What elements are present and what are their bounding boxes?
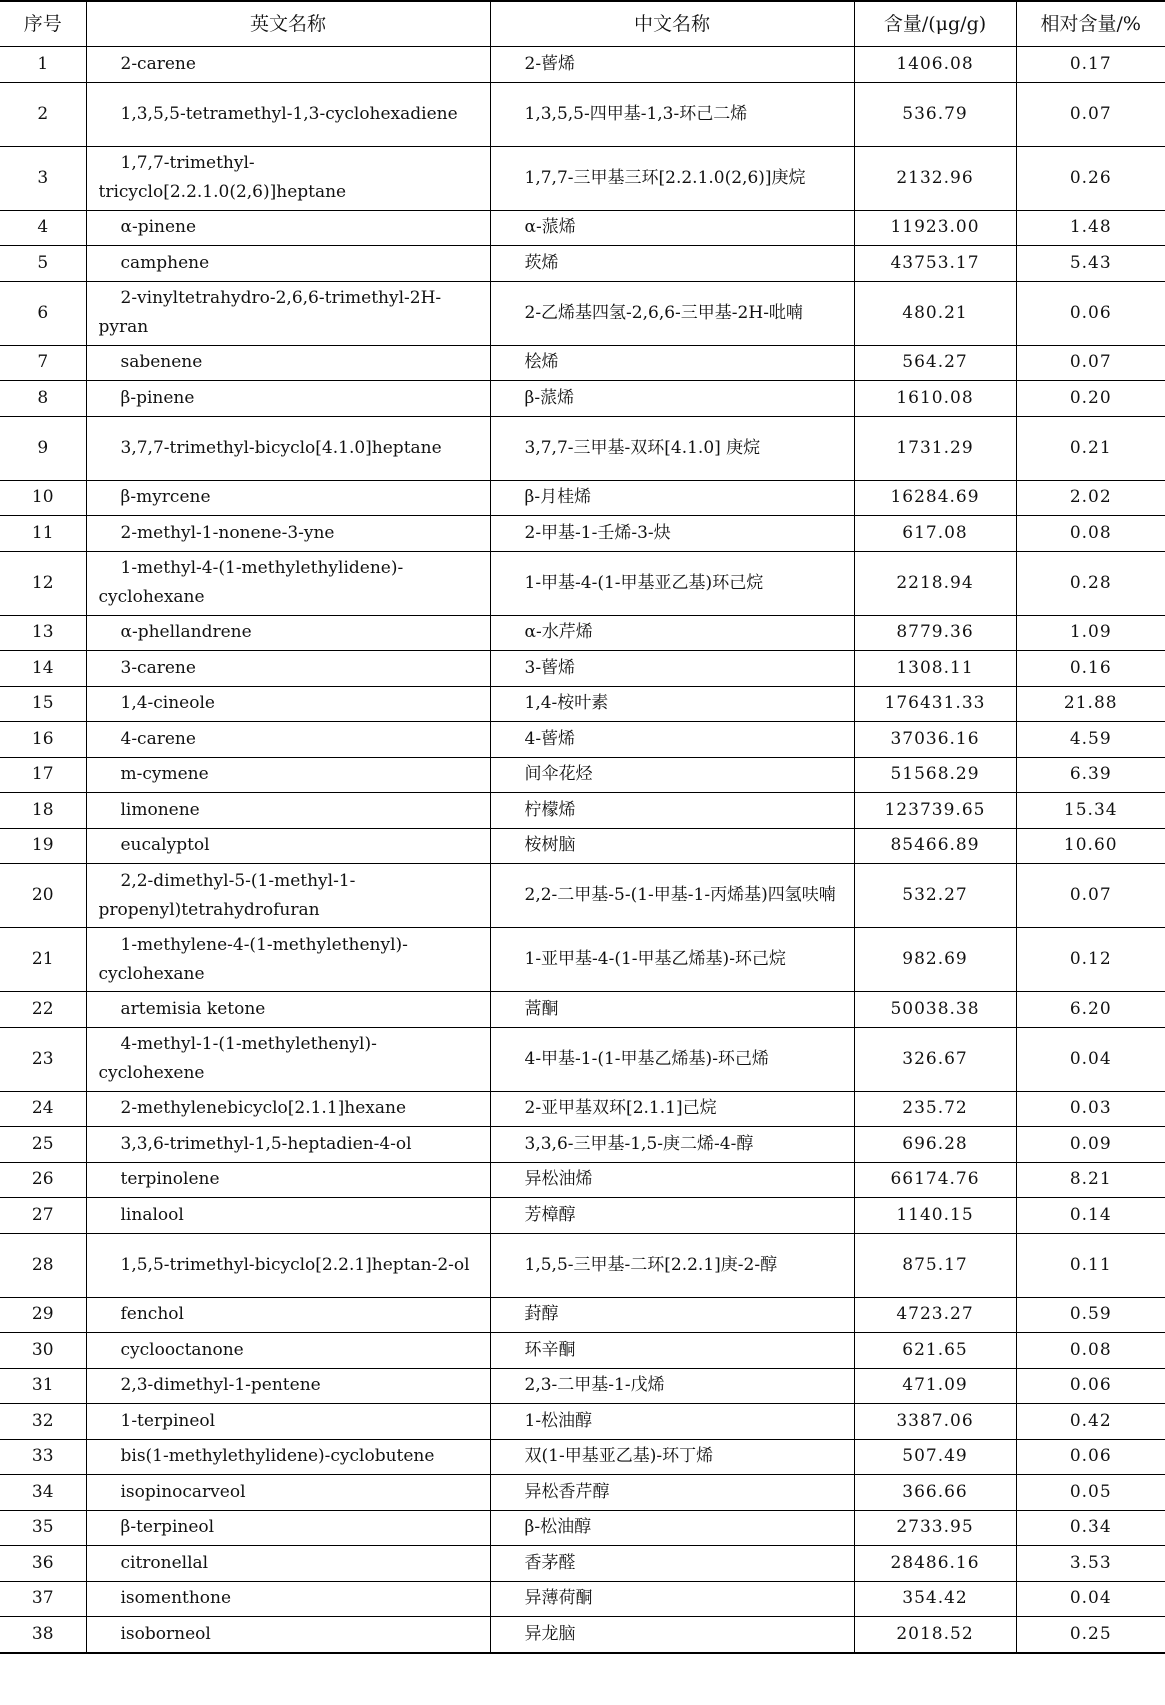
relative-content-cell: 0.07 xyxy=(1016,864,1165,928)
chinese-name-cell: 2-亚甲基双环[2.1.1]己烷 xyxy=(490,1091,854,1127)
chinese-name-cell: 1,7,7-三甲基三环[2.2.1.0(2,6)]庚烷 xyxy=(490,146,854,210)
content-cell: 564.27 xyxy=(854,345,1016,381)
row-index: 4 xyxy=(0,210,86,246)
chinese-name-cell: 桧烯 xyxy=(490,345,854,381)
chinese-name-cell: 柠檬烯 xyxy=(490,793,854,829)
english-name-cell: sabenene xyxy=(86,345,490,381)
relative-content-cell: 4.59 xyxy=(1016,722,1165,758)
chinese-name-cell: 2-蒈烯 xyxy=(490,47,854,83)
table-row xyxy=(0,828,1165,864)
table-row xyxy=(0,1127,1165,1163)
row-index: 11 xyxy=(0,516,86,552)
relative-content-cell: 0.08 xyxy=(1016,516,1165,552)
content-cell: 617.08 xyxy=(854,516,1016,552)
header-content: 含量/(μg/g) xyxy=(854,1,1016,47)
row-index: 38 xyxy=(0,1617,86,1653)
english-name-cell: isomenthone xyxy=(86,1581,490,1617)
content-cell: 1610.08 xyxy=(854,381,1016,417)
content-cell: 3387.06 xyxy=(854,1404,1016,1440)
content-cell: 51568.29 xyxy=(854,757,1016,793)
chinese-name-cell: 4-甲基-1-(1-甲基乙烯基)-环己烯 xyxy=(490,1027,854,1091)
table-row xyxy=(0,722,1165,758)
row-index: 17 xyxy=(0,757,86,793)
row-index: 30 xyxy=(0,1333,86,1369)
chinese-name-cell: 1,4-桉叶素 xyxy=(490,686,854,722)
relative-content-cell: 0.16 xyxy=(1016,651,1165,687)
english-name-cell: α-phellandrene xyxy=(86,615,490,651)
table-row xyxy=(0,480,1165,516)
english-name-cell: 1-methyl-4-(1-methylethylidene)-cyclohexane xyxy=(86,551,490,615)
table-row xyxy=(0,1027,1165,1091)
relative-content-cell: 1.09 xyxy=(1016,615,1165,651)
chinese-name-cell: 4-蒈烯 xyxy=(490,722,854,758)
table-row xyxy=(0,1439,1165,1475)
chinese-name-cell: 香茅醛 xyxy=(490,1546,854,1582)
english-name-cell: limonene xyxy=(86,793,490,829)
relative-content-cell: 0.04 xyxy=(1016,1027,1165,1091)
chinese-name-cell: 葑醇 xyxy=(490,1297,854,1333)
table-row xyxy=(0,1162,1165,1198)
english-name-cell: isopinocarveol xyxy=(86,1475,490,1511)
content-cell: 621.65 xyxy=(854,1333,1016,1369)
relative-content-cell: 6.20 xyxy=(1016,992,1165,1028)
content-cell: 480.21 xyxy=(854,281,1016,345)
content-cell: 2733.95 xyxy=(854,1510,1016,1546)
relative-content-cell: 21.88 xyxy=(1016,686,1165,722)
english-name-cell: citronellal xyxy=(86,1546,490,1582)
chinese-name-cell: 3,7,7-三甲基-双环[4.1.0] 庚烷 xyxy=(490,416,854,480)
header-row xyxy=(0,1,1165,47)
english-name-cell: artemisia ketone xyxy=(86,992,490,1028)
table-row xyxy=(0,1233,1165,1297)
english-name-cell: 1,4-cineole xyxy=(86,686,490,722)
row-index: 8 xyxy=(0,381,86,417)
table-row xyxy=(0,146,1165,210)
english-name-cell: eucalyptol xyxy=(86,828,490,864)
table-row xyxy=(0,1333,1165,1369)
relative-content-cell: 0.03 xyxy=(1016,1091,1165,1127)
relative-content-cell: 0.06 xyxy=(1016,1439,1165,1475)
row-index: 6 xyxy=(0,281,86,345)
table-body xyxy=(0,47,1165,1653)
content-cell: 4723.27 xyxy=(854,1297,1016,1333)
content-cell: 326.67 xyxy=(854,1027,1016,1091)
content-cell: 366.66 xyxy=(854,1475,1016,1511)
english-name-cell: β-terpineol xyxy=(86,1510,490,1546)
chinese-name-cell: 异龙脑 xyxy=(490,1617,854,1653)
row-index: 34 xyxy=(0,1475,86,1511)
table-row xyxy=(0,864,1165,928)
english-name-cell: 1-methylene-4-(1-methylethenyl)-cyclohexane xyxy=(86,928,490,992)
row-index: 1 xyxy=(0,47,86,83)
content-cell: 471.09 xyxy=(854,1368,1016,1404)
content-cell: 875.17 xyxy=(854,1233,1016,1297)
row-index: 7 xyxy=(0,345,86,381)
relative-content-cell: 0.25 xyxy=(1016,1617,1165,1653)
row-index: 3 xyxy=(0,146,86,210)
relative-content-cell: 0.06 xyxy=(1016,1368,1165,1404)
chinese-name-cell: 桉树脑 xyxy=(490,828,854,864)
english-name-cell: 3,3,6-trimethyl-1,5-heptadien-4-ol xyxy=(86,1127,490,1163)
english-name-cell: cyclooctanone xyxy=(86,1333,490,1369)
chinese-name-cell: β-松油醇 xyxy=(490,1510,854,1546)
row-index: 9 xyxy=(0,416,86,480)
table-row xyxy=(0,615,1165,651)
chinese-name-cell: β-月桂烯 xyxy=(490,480,854,516)
chinese-name-cell: 3-蒈烯 xyxy=(490,651,854,687)
content-cell: 43753.17 xyxy=(854,246,1016,282)
table-row xyxy=(0,1404,1165,1440)
relative-content-cell: 10.60 xyxy=(1016,828,1165,864)
chinese-name-cell: 2,3-二甲基-1-戊烯 xyxy=(490,1368,854,1404)
header-english-name: 英文名称 xyxy=(86,1,490,47)
english-name-cell: 1,7,7-trimethyl-tricyclo[2.2.1.0(2,6)]heptane xyxy=(86,146,490,210)
chinese-name-cell: 2-甲基-1-壬烯-3-炔 xyxy=(490,516,854,552)
content-cell: 1406.08 xyxy=(854,47,1016,83)
content-cell: 235.72 xyxy=(854,1091,1016,1127)
english-name-cell: 1-terpineol xyxy=(86,1404,490,1440)
english-name-cell: 1,3,5,5-tetramethyl-1,3-cyclohexadiene xyxy=(86,82,490,146)
row-index: 35 xyxy=(0,1510,86,1546)
table-row xyxy=(0,345,1165,381)
chinese-name-cell: 1-甲基-4-(1-甲基亚乙基)环己烷 xyxy=(490,551,854,615)
row-index: 23 xyxy=(0,1027,86,1091)
table-header xyxy=(0,1,1165,47)
chinese-name-cell: 芳樟醇 xyxy=(490,1198,854,1234)
english-name-cell: α-pinene xyxy=(86,210,490,246)
content-cell: 507.49 xyxy=(854,1439,1016,1475)
content-cell: 16284.69 xyxy=(854,480,1016,516)
relative-content-cell: 1.48 xyxy=(1016,210,1165,246)
table-row xyxy=(0,1475,1165,1511)
relative-content-cell: 0.21 xyxy=(1016,416,1165,480)
chinese-name-cell: 异薄荷酮 xyxy=(490,1581,854,1617)
chinese-name-cell: 蒿酮 xyxy=(490,992,854,1028)
header-relative-content: 相对含量/% xyxy=(1016,1,1165,47)
relative-content-cell: 0.07 xyxy=(1016,345,1165,381)
content-cell: 982.69 xyxy=(854,928,1016,992)
content-cell: 8779.36 xyxy=(854,615,1016,651)
chinese-name-cell: 间伞花烃 xyxy=(490,757,854,793)
row-index: 31 xyxy=(0,1368,86,1404)
content-cell: 85466.89 xyxy=(854,828,1016,864)
english-name-cell: bis(1-methylethylidene)-cyclobutene xyxy=(86,1439,490,1475)
chinese-name-cell: β-蒎烯 xyxy=(490,381,854,417)
chinese-name-cell: 1-亚甲基-4-(1-甲基乙烯基)-环己烷 xyxy=(490,928,854,992)
table-row xyxy=(0,793,1165,829)
content-cell: 28486.16 xyxy=(854,1546,1016,1582)
table-row xyxy=(0,82,1165,146)
row-index: 36 xyxy=(0,1546,86,1582)
table-row xyxy=(0,992,1165,1028)
chinese-name-cell: 3,3,6-三甲基-1,5-庚二烯-4-醇 xyxy=(490,1127,854,1163)
english-name-cell: 2,2-dimethyl-5-(1-methyl-1-propenyl)tetrahydrofuran xyxy=(86,864,490,928)
english-name-cell: 4-methyl-1-(1-methylethenyl)-cyclohexene xyxy=(86,1027,490,1091)
relative-content-cell: 0.17 xyxy=(1016,47,1165,83)
content-cell: 176431.33 xyxy=(854,686,1016,722)
table-row xyxy=(0,1368,1165,1404)
content-cell: 696.28 xyxy=(854,1127,1016,1163)
relative-content-cell: 0.09 xyxy=(1016,1127,1165,1163)
table-row xyxy=(0,47,1165,83)
relative-content-cell: 0.04 xyxy=(1016,1581,1165,1617)
content-cell: 532.27 xyxy=(854,864,1016,928)
content-cell: 66174.76 xyxy=(854,1162,1016,1198)
english-name-cell: linalool xyxy=(86,1198,490,1234)
english-name-cell: β-myrcene xyxy=(86,480,490,516)
content-cell: 123739.65 xyxy=(854,793,1016,829)
chinese-name-cell: 莰烯 xyxy=(490,246,854,282)
relative-content-cell: 0.07 xyxy=(1016,82,1165,146)
relative-content-cell: 0.59 xyxy=(1016,1297,1165,1333)
row-index: 15 xyxy=(0,686,86,722)
row-index: 29 xyxy=(0,1297,86,1333)
english-name-cell: terpinolene xyxy=(86,1162,490,1198)
table-row xyxy=(0,1510,1165,1546)
english-name-cell: 2-vinyltetrahydro-2,6,6-trimethyl-2H-pyran xyxy=(86,281,490,345)
english-name-cell: isoborneol xyxy=(86,1617,490,1653)
header-chinese-name: 中文名称 xyxy=(490,1,854,47)
row-index: 18 xyxy=(0,793,86,829)
row-index: 25 xyxy=(0,1127,86,1163)
table-row xyxy=(0,928,1165,992)
table-row xyxy=(0,686,1165,722)
english-name-cell: m-cymene xyxy=(86,757,490,793)
relative-content-cell: 0.05 xyxy=(1016,1475,1165,1511)
table-row xyxy=(0,1091,1165,1127)
content-cell: 1731.29 xyxy=(854,416,1016,480)
table-row xyxy=(0,551,1165,615)
relative-content-cell: 15.34 xyxy=(1016,793,1165,829)
content-cell: 2132.96 xyxy=(854,146,1016,210)
relative-content-cell: 0.11 xyxy=(1016,1233,1165,1297)
content-cell: 1308.11 xyxy=(854,651,1016,687)
row-index: 33 xyxy=(0,1439,86,1475)
relative-content-cell: 2.02 xyxy=(1016,480,1165,516)
content-cell: 354.42 xyxy=(854,1581,1016,1617)
chinese-name-cell: 异松油烯 xyxy=(490,1162,854,1198)
content-cell: 50038.38 xyxy=(854,992,1016,1028)
table-row xyxy=(0,651,1165,687)
relative-content-cell: 0.34 xyxy=(1016,1510,1165,1546)
english-name-cell: 2-methyl-1-nonene-3-yne xyxy=(86,516,490,552)
table-row xyxy=(0,416,1165,480)
relative-content-cell: 0.14 xyxy=(1016,1198,1165,1234)
content-cell: 536.79 xyxy=(854,82,1016,146)
english-name-cell: camphene xyxy=(86,246,490,282)
row-index: 2 xyxy=(0,82,86,146)
english-name-cell: 2,3-dimethyl-1-pentene xyxy=(86,1368,490,1404)
relative-content-cell: 8.21 xyxy=(1016,1162,1165,1198)
chinese-name-cell: α-水芹烯 xyxy=(490,615,854,651)
chinese-name-cell: 异松香芹醇 xyxy=(490,1475,854,1511)
table-row xyxy=(0,210,1165,246)
chinese-name-cell: 2-乙烯基四氢-2,6,6-三甲基-2H-吡喃 xyxy=(490,281,854,345)
chinese-name-cell: 2,2-二甲基-5-(1-甲基-1-丙烯基)四氢呋喃 xyxy=(490,864,854,928)
chinese-name-cell: 1-松油醇 xyxy=(490,1404,854,1440)
row-index: 24 xyxy=(0,1091,86,1127)
row-index: 19 xyxy=(0,828,86,864)
table-row xyxy=(0,1617,1165,1653)
row-index: 13 xyxy=(0,615,86,651)
row-index: 16 xyxy=(0,722,86,758)
english-name-cell: 4-carene xyxy=(86,722,490,758)
chinese-name-cell: α-蒎烯 xyxy=(490,210,854,246)
relative-content-cell: 0.28 xyxy=(1016,551,1165,615)
english-name-cell: 1,5,5-trimethyl-bicyclo[2.2.1]heptan-2-ol xyxy=(86,1233,490,1297)
relative-content-cell: 0.08 xyxy=(1016,1333,1165,1369)
chinese-name-cell: 1,3,5,5-四甲基-1,3-环己二烯 xyxy=(490,82,854,146)
chinese-name-cell: 1,5,5-三甲基-二环[2.2.1]庚-2-醇 xyxy=(490,1233,854,1297)
english-name-cell: β-pinene xyxy=(86,381,490,417)
table-row xyxy=(0,281,1165,345)
table-row xyxy=(0,757,1165,793)
row-index: 32 xyxy=(0,1404,86,1440)
content-cell: 2218.94 xyxy=(854,551,1016,615)
row-index: 27 xyxy=(0,1198,86,1234)
row-index: 37 xyxy=(0,1581,86,1617)
table-row xyxy=(0,1198,1165,1234)
row-index: 26 xyxy=(0,1162,86,1198)
table-row xyxy=(0,1297,1165,1333)
row-index: 10 xyxy=(0,480,86,516)
english-name-cell: 3-carene xyxy=(86,651,490,687)
row-index: 21 xyxy=(0,928,86,992)
content-cell: 37036.16 xyxy=(854,722,1016,758)
row-index: 22 xyxy=(0,992,86,1028)
relative-content-cell: 0.42 xyxy=(1016,1404,1165,1440)
relative-content-cell: 5.43 xyxy=(1016,246,1165,282)
english-name-cell: 2-carene xyxy=(86,47,490,83)
row-index: 20 xyxy=(0,864,86,928)
row-index: 14 xyxy=(0,651,86,687)
content-cell: 11923.00 xyxy=(854,210,1016,246)
relative-content-cell: 0.06 xyxy=(1016,281,1165,345)
relative-content-cell: 0.20 xyxy=(1016,381,1165,417)
table-row xyxy=(0,1546,1165,1582)
english-name-cell: 2-methylenebicyclo[2.1.1]hexane xyxy=(86,1091,490,1127)
relative-content-cell: 0.26 xyxy=(1016,146,1165,210)
row-index: 5 xyxy=(0,246,86,282)
relative-content-cell: 0.12 xyxy=(1016,928,1165,992)
table-row xyxy=(0,1581,1165,1617)
row-index: 28 xyxy=(0,1233,86,1297)
english-name-cell: 3,7,7-trimethyl-bicyclo[4.1.0]heptane xyxy=(86,416,490,480)
content-cell: 1140.15 xyxy=(854,1198,1016,1234)
chinese-name-cell: 环辛酮 xyxy=(490,1333,854,1369)
row-index: 12 xyxy=(0,551,86,615)
header-index: 序号 xyxy=(0,1,86,47)
content-cell: 2018.52 xyxy=(854,1617,1016,1653)
english-name-cell: fenchol xyxy=(86,1297,490,1333)
table-row xyxy=(0,381,1165,417)
chinese-name-cell: 双(1-甲基亚乙基)-环丁烯 xyxy=(490,1439,854,1475)
table-row xyxy=(0,246,1165,282)
relative-content-cell: 6.39 xyxy=(1016,757,1165,793)
relative-content-cell: 3.53 xyxy=(1016,1546,1165,1582)
table-row xyxy=(0,516,1165,552)
